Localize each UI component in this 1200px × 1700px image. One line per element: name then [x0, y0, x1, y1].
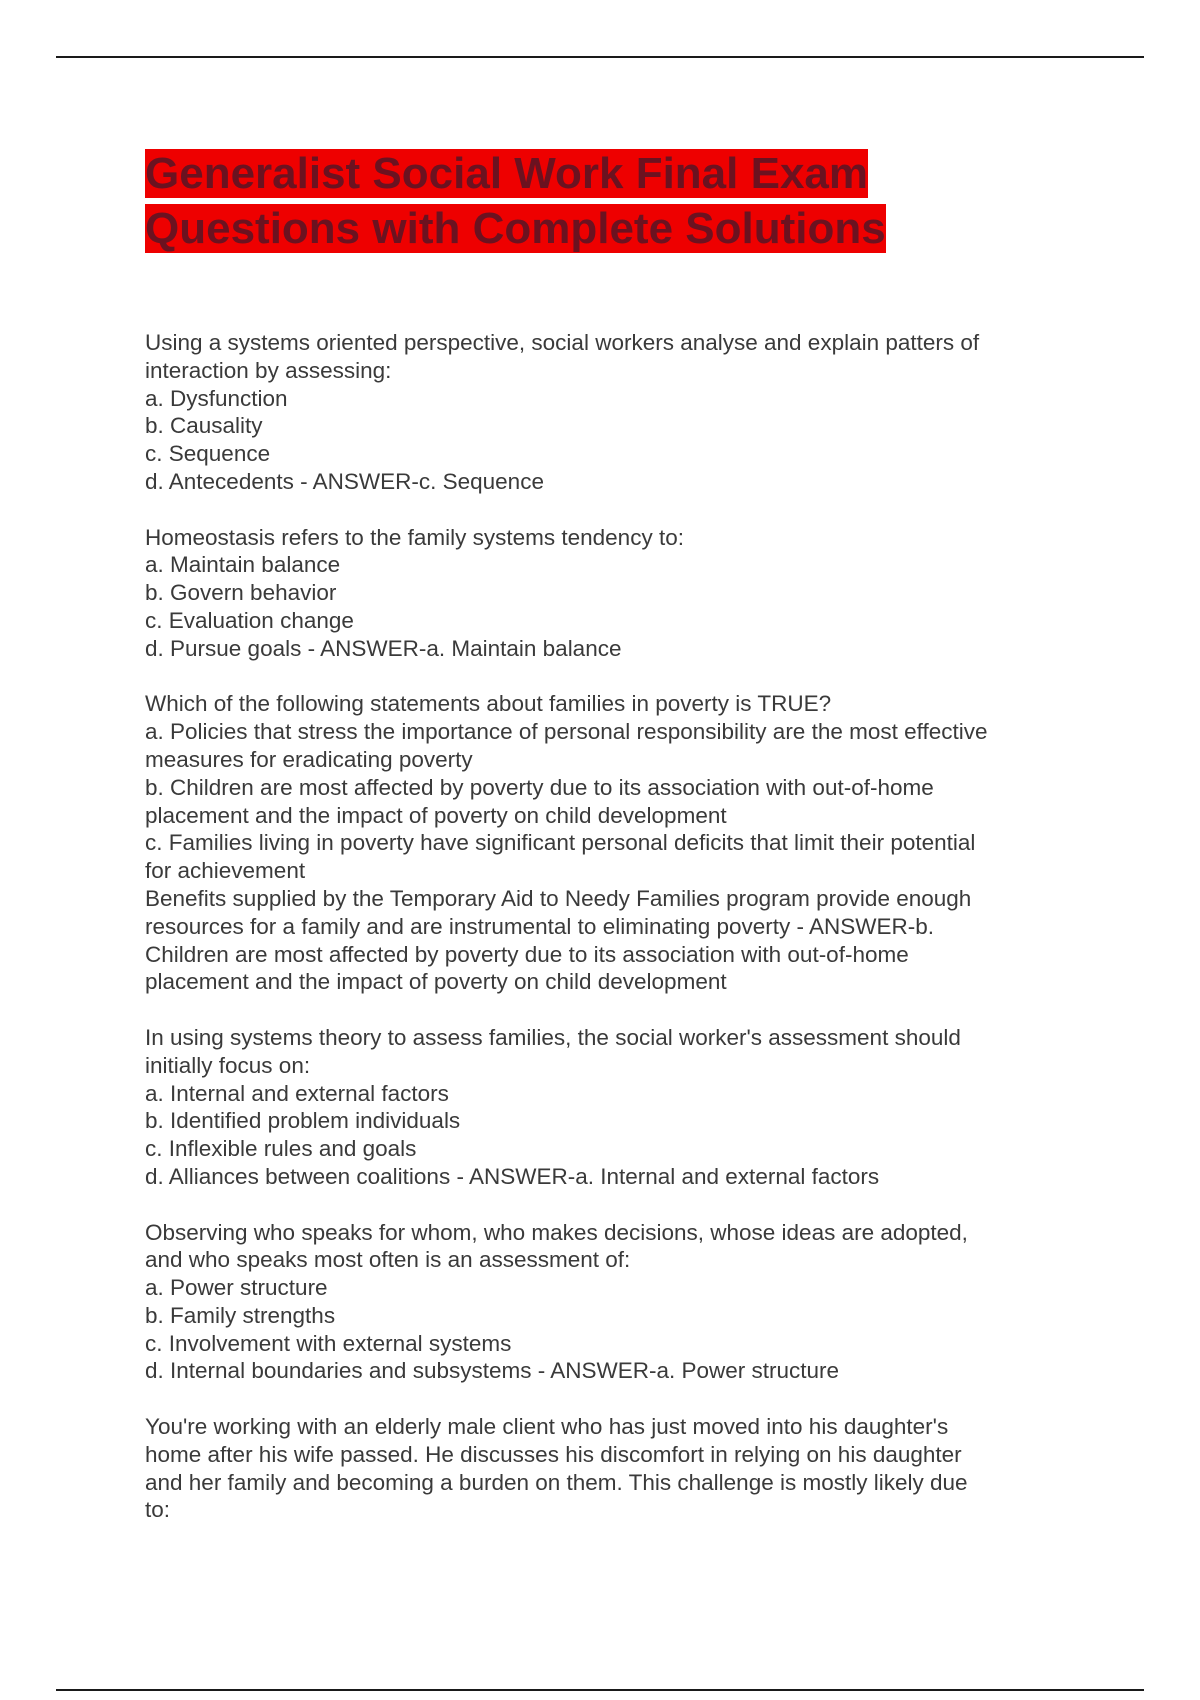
question-line: b. Identified problem individuals	[145, 1108, 461, 1134]
question-line: initially focus on:	[145, 1052, 311, 1078]
question-text: In using systems theory to assess families, the social worker's assessment should	[145, 1024, 961, 1050]
question-line: a. Internal and external factors	[145, 1080, 449, 1106]
question-block	[145, 1413, 1075, 1524]
question-line: for achievement	[145, 858, 306, 884]
question-text: Using a systems oriented perspective, social workers analyse and explain patters of	[145, 330, 980, 355]
question-line: c. Sequence	[145, 441, 271, 467]
question-block	[145, 1024, 1075, 1191]
question-text: You're working with an elderly male client who has just moved into his daughter's	[145, 1414, 949, 1440]
title-line-1: Generalist Social Work Final Exam	[145, 149, 869, 198]
question-list	[145, 329, 1075, 1524]
question-line: d. Pursue goals - ANSWER-a. Maintain balance	[145, 635, 622, 661]
question-line: b. Family strengths	[145, 1302, 336, 1328]
question-line: home after his wife passed. He discusses his discomfort in relying on his daughter	[145, 1441, 962, 1467]
question-line: and who speaks most often is an assessment of:	[145, 1247, 631, 1273]
question-line: and her family and becoming a burden on them. This challenge is mostly likely due	[145, 1469, 968, 1495]
title-line-2: Questions with Complete Solutions	[145, 204, 886, 253]
question-line: a. Dysfunction	[145, 385, 288, 411]
question-line: b. Children are most affected by poverty due to its association with out-of-home	[145, 774, 934, 800]
question-line: resources for a family and are instrumental to eliminating poverty - ANSWER-b.	[145, 913, 935, 939]
question-line: b. Causality	[145, 413, 263, 439]
question-line: c. Evaluation change	[145, 607, 354, 633]
question-line: a. Power structure	[145, 1275, 328, 1301]
question-line: d. Antecedents - ANSWER-c. Sequence	[145, 468, 544, 494]
question-line: Children are most affected by poverty due to its association with out-of-home	[145, 941, 909, 967]
question-line: measures for eradicating poverty	[145, 746, 473, 772]
question-line: Benefits supplied by the Temporary Aid to Needy Families program provide enough	[145, 885, 972, 911]
question-line: placement and the impact of poverty on child development	[145, 802, 727, 828]
question-line: c. Involvement with external systems	[145, 1330, 512, 1356]
document-title	[145, 146, 1045, 256]
question-line: d. Internal boundaries and subsystems - ANSWER-a. Power structure	[145, 1358, 840, 1384]
question-line: interaction by assessing:	[145, 357, 392, 383]
question-text: Homeostasis refers to the family systems tendency to:	[145, 524, 684, 550]
question-block	[145, 524, 1075, 663]
question-block	[145, 329, 1075, 496]
question-text: Which of the following statements about families in poverty is TRUE?	[145, 691, 832, 717]
footer-rule	[56, 1689, 1144, 1691]
question-line: c. Families living in poverty have significant personal deficits that limit their potential	[145, 830, 976, 856]
question-text: Observing who speaks for whom, who makes decisions, whose ideas are adopted,	[145, 1219, 968, 1245]
question-line: b. Govern behavior	[145, 580, 337, 606]
question-line: to:	[145, 1497, 171, 1523]
question-line: placement and the impact of poverty on child development	[145, 969, 727, 995]
question-block	[145, 690, 1075, 996]
question-block	[145, 1219, 1075, 1386]
question-line: d. Alliances between coalitions - ANSWER-a. Internal and external factors	[145, 1163, 880, 1189]
question-line: c. Inflexible rules and goals	[145, 1136, 417, 1162]
question-line: a. Maintain balance	[145, 552, 341, 578]
header-rule	[56, 56, 1144, 58]
question-line: a. Policies that stress the importance of personal responsibility are the most effective	[145, 719, 988, 745]
